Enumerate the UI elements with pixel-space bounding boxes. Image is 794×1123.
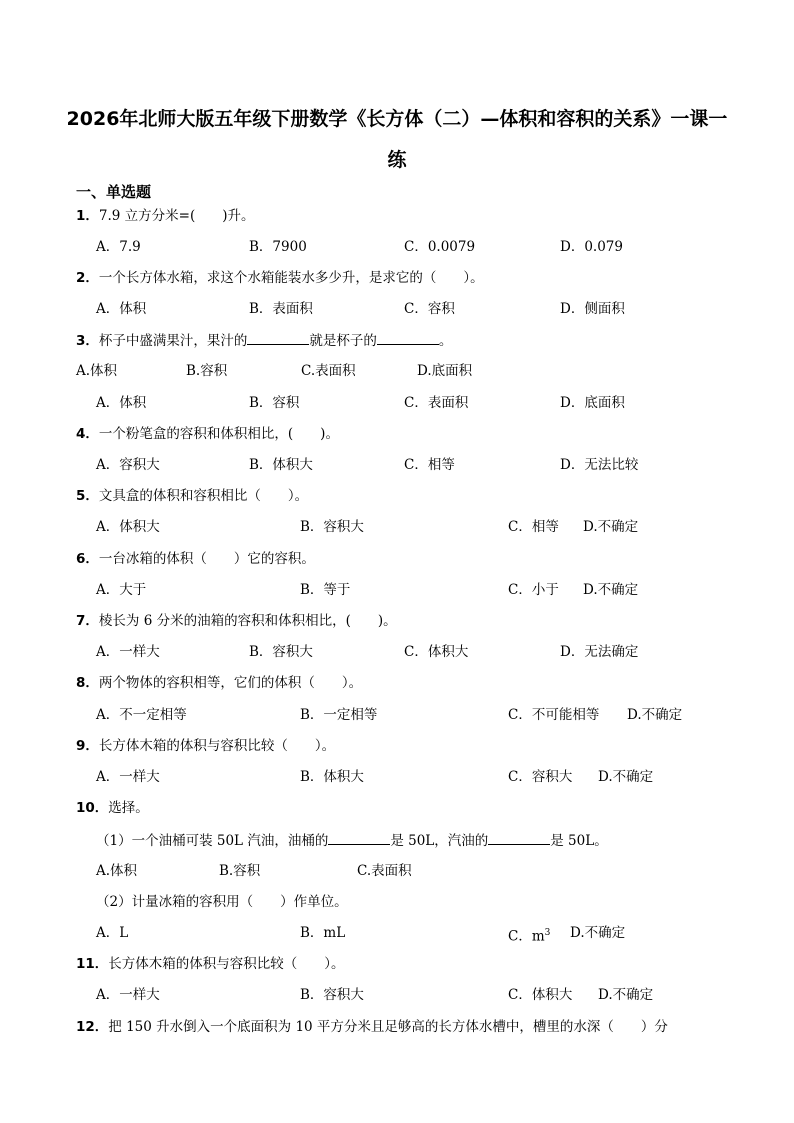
q4-option-d[interactable]: D．无法比较 [560,457,639,473]
q10-sub-question-1 [96,830,608,851]
question-number: 2． [76,270,99,286]
question-number: 7． [76,613,99,629]
question-text-part-2: 就是杯子的 [309,333,377,349]
question-9 [76,736,335,756]
question-number: 6． [76,551,99,567]
q2-option-b[interactable]: B．表面积 [249,301,313,317]
q10-2-option-d[interactable]: D.不确定 [570,925,626,941]
question-text: 把 150 升水倒入一个底面积为 10 平方分米且足够高的长方体水槽中，槽里的水深（ ）分 [108,1019,668,1035]
q10-1-inline-option-a: A.体积 [96,863,138,879]
q11-option-d[interactable]: D.不确定 [598,987,654,1003]
q2-option-c[interactable]: C．容积 [404,301,455,317]
question-number: 8． [76,675,99,691]
q7-option-c[interactable]: C．体积大 [404,644,469,660]
document-title-line-1: 2026年北师大版五年级下册数学《长方体（二）—体积和容积的关系》一课一 [66,108,728,130]
q3-inline-option-d: D.底面积 [417,363,473,379]
question-text: 一个粉笔盒的容积和体积相比，( )。 [98,426,339,442]
question-5 [76,486,308,506]
q10-1-inline-option-b: B.容积 [219,863,261,879]
question-number: 3． [76,333,99,349]
answer-blank[interactable] [328,830,390,845]
q11-option-c[interactable]: C．体积大 [508,987,573,1003]
question-text: 一台冰箱的体积（ ）它的容积。 [98,551,315,567]
question-1 [76,206,255,226]
q10-2-option-a[interactable]: A．L [96,925,129,941]
q3-option-d[interactable]: D．底面积 [560,395,625,411]
question-text: 长方体木箱的体积与容积比较（ ）。 [108,956,345,972]
superscript: 3 [544,928,551,938]
q1-option-d[interactable]: D．0.079 [560,239,623,255]
question-3 [76,330,452,351]
q9-option-d[interactable]: D.不确定 [598,769,654,785]
document-title-line-2: 练 [387,149,407,171]
q11-option-a[interactable]: A．一样大 [96,987,160,1003]
q1-option-c[interactable]: C．0.0079 [404,239,476,255]
question-number: 9． [76,738,99,754]
question-number: 12． [76,1019,109,1035]
q3-inline-option-c: C.表面积 [301,363,356,379]
q6-option-c[interactable]: C．小于 [508,582,559,598]
q2-option-a[interactable]: A．体积 [96,301,147,317]
question-text: 两个物体的容积相等，它们的体积（ ）。 [98,675,363,691]
q1-option-a[interactable]: A．7.9 [96,239,141,255]
q9-option-a[interactable]: A．一样大 [96,769,160,785]
q9-option-c[interactable]: C．容积大 [508,769,573,785]
q1-option-b[interactable]: B．7900 [249,239,307,255]
question-6 [76,549,315,569]
question-10 [76,798,149,818]
option-text: C．m [508,928,545,945]
section-heading: 一、单选题 [76,183,152,201]
question-4 [76,424,339,444]
q4-option-c[interactable]: C．相等 [404,457,455,473]
question-text: 一个长方体水箱，求这个水箱能装水多少升，是求它的（ ）。 [98,270,484,286]
q4-option-b[interactable]: B．体积大 [249,457,313,473]
q3-option-a[interactable]: A．体积 [96,395,147,411]
sub-question-text-part-3: 是 50L。 [550,833,608,849]
question-text: 选择。 [108,800,149,816]
question-number: 4． [76,426,99,442]
q7-option-d[interactable]: D．无法确定 [560,644,639,660]
q9-option-b[interactable]: B．体积大 [300,769,364,785]
question-text-part-1: 杯子中盛满果汁，果汁的 [98,333,248,349]
sub-question-text-part-1: （1）一个油桶可装 50L 汽油，油桶的 [96,833,329,849]
q2-option-d[interactable]: D．侧面积 [560,301,625,317]
q10-sub-question-2: （2）计量冰箱的容积用（ ）作单位。 [96,894,348,910]
q8-option-a[interactable]: A．不一定相等 [96,707,187,723]
question-number: 1． [76,208,99,224]
q6-option-a[interactable]: A．大于 [96,582,147,598]
q10-1-inline-option-c: C.表面积 [357,863,412,879]
question-text: 文具盒的体积和容积相比（ ）。 [98,488,309,504]
answer-blank[interactable] [247,330,309,345]
q5-option-c[interactable]: C．相等 [508,519,559,535]
answer-blank[interactable] [488,830,550,845]
q8-option-c[interactable]: C．不可能相等 [508,707,600,723]
question-12 [76,1017,668,1037]
q6-option-d[interactable]: D.不确定 [583,582,639,598]
q4-option-a[interactable]: A．容积大 [96,457,160,473]
q11-option-b[interactable]: B．容积大 [300,987,364,1003]
q5-option-b[interactable]: B．容积大 [300,519,364,535]
question-text: 棱长为 6 分米的油箱的容积和体积相比，( )。 [98,613,397,629]
q5-option-d[interactable]: D.不确定 [583,519,639,535]
question-text-part-3: 。 [438,333,453,349]
question-8 [76,673,362,693]
q8-option-b[interactable]: B．一定相等 [300,707,378,723]
question-11 [76,954,345,974]
question-text: 长方体木箱的体积与容积比较（ ）。 [98,738,336,754]
question-number: 11． [76,956,109,972]
q7-option-b[interactable]: B．容积大 [249,644,313,660]
answer-blank[interactable] [377,330,439,345]
q3-option-c[interactable]: C．表面积 [404,395,469,411]
question-number: 5． [76,488,99,504]
q5-option-a[interactable]: A．体积大 [96,519,160,535]
q8-option-d[interactable]: D.不确定 [627,707,683,723]
q3-option-b[interactable]: B．容积 [249,395,300,411]
sub-question-text-part-2: 是 50L，汽油的 [390,833,489,849]
q10-2-option-c[interactable] [508,923,550,947]
question-7 [76,611,397,631]
q10-2-option-b[interactable]: B．mL [300,925,346,941]
q3-inline-option-a: A.体积 [76,363,118,379]
question-number: 10． [76,800,109,816]
q3-inline-option-b: B.容积 [186,363,228,379]
q6-option-b[interactable]: B．等于 [300,582,351,598]
question-text: 7.9 立方分米=( )升。 [98,208,255,224]
q7-option-a[interactable]: A．一样大 [96,644,160,660]
question-2 [76,268,484,288]
